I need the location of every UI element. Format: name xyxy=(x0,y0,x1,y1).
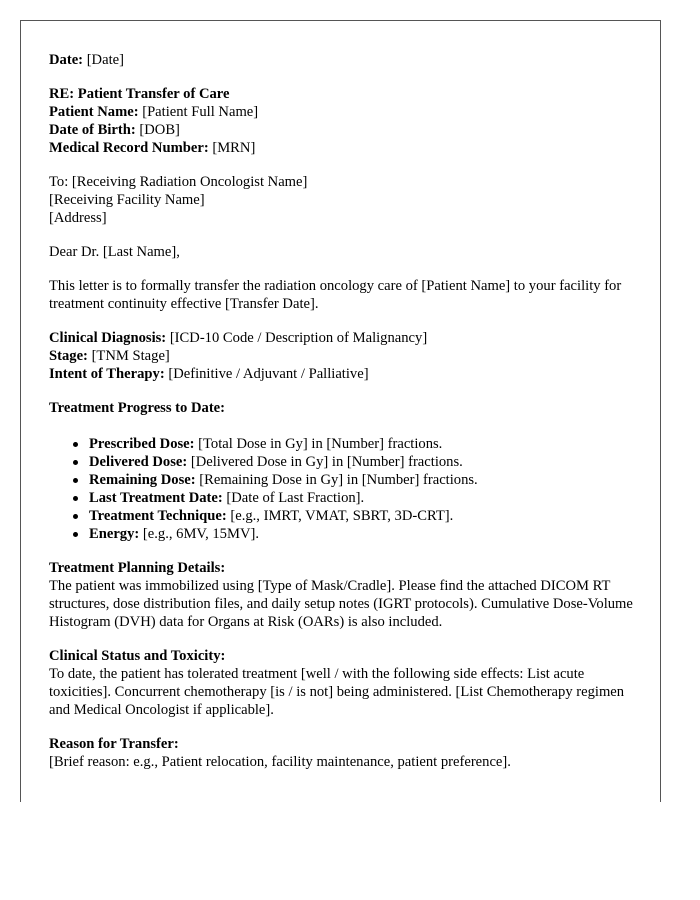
intent-label: Intent of Therapy: xyxy=(49,366,165,382)
date-label: Date: xyxy=(49,52,84,68)
list-item xyxy=(89,471,640,489)
item-label: Delivered Dose: xyxy=(89,454,188,470)
diagnosis-value: [ICD-10 Code / Description of Malignancy] xyxy=(166,330,428,346)
mrn-label: Medical Record Number: xyxy=(49,140,209,156)
planning-section xyxy=(49,559,640,631)
recipient-facility: [Receiving Facility Name] xyxy=(49,192,205,208)
intro-paragraph: This letter is to formally transfer the radiation oncology care of [Patient Name] to your facility for treatment continuity effective [Transfer Date]. xyxy=(49,278,622,312)
patient-name-value: [Patient Full Name] xyxy=(138,104,259,120)
date-line xyxy=(49,51,640,69)
status-heading: Clinical Status and Toxicity: xyxy=(49,648,226,664)
list-item xyxy=(89,453,640,471)
item-value: [Total Dose in Gy] in [Number] fractions. xyxy=(194,436,443,452)
item-label: Remaining Dose: xyxy=(89,472,196,488)
item-value: [Delivered Dose in Gy] in [Number] fractions. xyxy=(187,454,463,470)
item-value: [e.g., 6MV, 15MV]. xyxy=(139,526,259,542)
reason-text: [Brief reason: e.g., Patient relocation, facility maintenance, patient preference]. xyxy=(49,754,511,770)
patient-name-line xyxy=(49,103,640,121)
list-item xyxy=(89,489,640,507)
salutation: Dear Dr. [Last Name], xyxy=(49,244,180,260)
dob-line xyxy=(49,121,640,139)
date-value: [Date] xyxy=(83,52,124,68)
item-label: Last Treatment Date: xyxy=(89,490,223,506)
letter-page xyxy=(20,20,661,802)
list-item xyxy=(89,435,640,453)
recipient-block xyxy=(49,173,640,227)
item-value: [Remaining Dose in Gy] in [Number] fractions. xyxy=(195,472,478,488)
stage-line xyxy=(49,347,640,365)
item-label: Energy: xyxy=(89,526,140,542)
intent-line xyxy=(49,365,640,383)
status-section xyxy=(49,647,640,719)
mrn-value: [MRN] xyxy=(208,140,256,156)
status-text: To date, the patient has tolerated treatment [well / with the following side effects: List acute toxicities]. Concurrent chemotherapy [is / is not] being administered. [List Chemotherapy regimen and Medical Oncologist if applicable]. xyxy=(49,666,625,718)
progress-heading-text: Treatment Progress to Date: xyxy=(49,400,226,416)
planning-text: The patient was immobilized using [Type of Mask/Cradle]. Please find the attached DICOM RT structures, dose distribution files, and daily setup notes (IGRT protocols). Cumulative Dose-Volume Histogram (DVH) data for Organs at Risk (OARs) is also included. xyxy=(49,578,633,630)
stage-value: [TNM Stage] xyxy=(87,348,170,364)
reason-section xyxy=(49,735,640,771)
mrn-line xyxy=(49,139,640,157)
dob-value: [DOB] xyxy=(135,122,180,138)
recipient-address: [Address] xyxy=(49,210,107,226)
planning-heading: Treatment Planning Details: xyxy=(49,560,226,576)
list-item xyxy=(89,525,640,543)
patient-name-label: Patient Name: xyxy=(49,104,139,120)
clinical-block xyxy=(49,329,640,383)
progress-list xyxy=(49,435,640,543)
item-label: Treatment Technique: xyxy=(89,508,227,524)
stage-label: Stage: xyxy=(49,348,88,364)
item-value: [e.g., IMRT, VMAT, SBRT, 3D-CRT]. xyxy=(226,508,454,524)
diagnosis-label: Clinical Diagnosis: xyxy=(49,330,167,346)
progress-heading xyxy=(49,399,640,417)
diagnosis-line xyxy=(49,329,640,347)
re-line: RE: Patient Transfer of Care xyxy=(49,86,230,102)
item-value: [Date of Last Fraction]. xyxy=(222,490,365,506)
reason-heading: Reason for Transfer: xyxy=(49,736,179,752)
recipient-to: To: [Receiving Radiation Oncologist Name] xyxy=(49,174,308,190)
item-label: Prescribed Dose: xyxy=(89,436,195,452)
intent-value: [Definitive / Adjuvant / Palliative] xyxy=(164,366,369,382)
list-item xyxy=(89,507,640,525)
dob-label: Date of Birth: xyxy=(49,122,136,138)
patient-header-block xyxy=(49,85,640,157)
